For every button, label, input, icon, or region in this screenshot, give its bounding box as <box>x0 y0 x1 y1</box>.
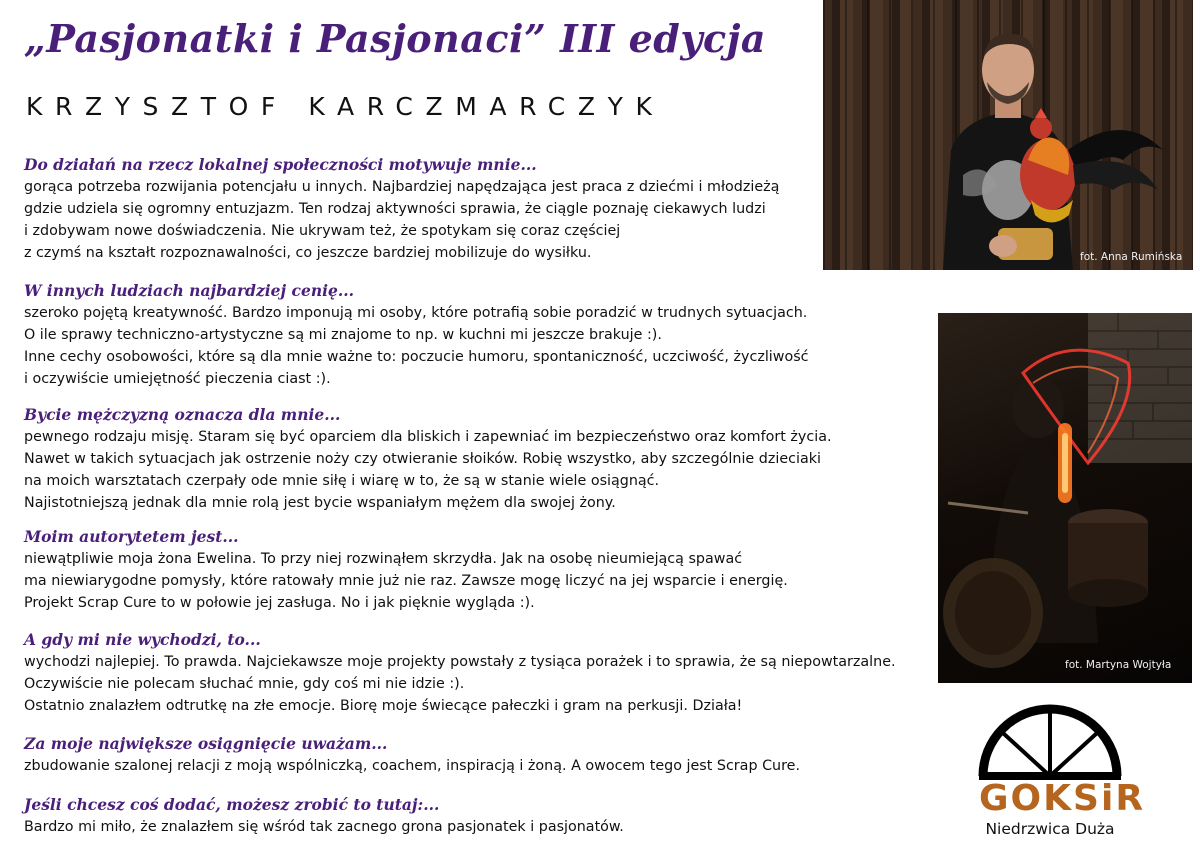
section-line: Projekt Scrap Cure to w połowie jej zasługa. No i jak pięknie wygląda :). <box>24 595 535 611</box>
logo-arch-icon <box>975 700 1125 780</box>
section-heading: Moim autorytetem jest... <box>24 527 239 546</box>
portrait-illustration <box>823 0 1193 270</box>
section-line: na moich warsztatach czerpały ode mnie siłę i wiarę w to, że są w stanie wiele osiągnąć. <box>24 473 660 489</box>
section-motivation <box>24 154 954 264</box>
section-line: pewnego rodzaju misję. Staram się być oparciem dla bliskich i zapewniać im bezpieczeństwo oraz komfort życia. <box>24 429 832 445</box>
page-title: „Pasjonatki i Pasjonaci” III edycja <box>24 16 766 61</box>
section-line: szeroko pojętą kreatywność. Bardzo imponują mi osoby, które potrafią sobie poradzić w trudnych sytuacjach. <box>24 305 808 321</box>
section-heading: Za moje największe osiągnięcie uważam... <box>24 734 388 753</box>
drums-photo-credit: fot. Martyna Wojtyła <box>1065 659 1172 671</box>
section-line: i oczywiście umiejętność pieczenia ciast :). <box>24 371 331 387</box>
section-heading: Bycie mężczyzną oznacza dla mnie... <box>24 405 341 424</box>
section-heading: Do działań na rzecz lokalnej społeczności motywuje mnie... <box>24 155 537 174</box>
section-line: z czymś na kształt rozpoznawalności, co jeszcze bardziej mobilizuje do wysiłku. <box>24 245 592 261</box>
section-achievement <box>24 733 954 777</box>
section-line: gdzie udziela się ogromny entuzjazm. Ten rodzaj aktywności sprawia, że ciągle poznaję ciekawych ludzi <box>24 201 766 217</box>
section-line: O ile sprawy techniczno-artystyczne są mi znajome to np. w kuchni mi jeszcze brakuje :). <box>24 327 662 343</box>
logo-subtitle: Niedrzwica Duża <box>985 820 1115 838</box>
section-line: wychodzi najlepiej. To prawda. Najciekawsze moje projekty powstały z tysiąca porażek i to sprawia, że są niepowtarzalne. <box>24 654 896 670</box>
section-values <box>24 280 954 390</box>
section-heading: W innych ludziach najbardziej cenię... <box>24 281 355 300</box>
portrait-photo <box>823 0 1193 270</box>
section-heading: Jeśli chcesz coś dodać, możesz zrobić to tutaj:... <box>24 795 440 814</box>
section-line: gorąca potrzeba rozwijania potencjału u innych. Najbardziej napędzająca jest praca z dziećmi i młodzieżą <box>24 179 780 195</box>
section-addition <box>24 794 954 838</box>
section-line: Najistotniejszą jednak dla mnie rolą jest bycie wspaniałym mężem dla swojej żony. <box>24 495 616 511</box>
section-line: zbudowanie szalonej relacji z moją wspólniczką, coachem, inspiracją i żoną. A owocem tego jest Scrap Cure. <box>24 758 801 774</box>
section-failure <box>24 629 954 717</box>
section-line: Bardzo mi miło, że znalazłem się wśród tak zacnego grona pasjonatek i pasjonatów. <box>24 819 624 835</box>
section-line: ma niewiarygodne pomysły, które ratowały mnie już nie raz. Zawsze mogę liczyć na jej wsparcie i energię. <box>24 573 788 589</box>
section-line: Oczywiście nie polecam słuchać mnie, gdy coś mi nie idzie :). <box>24 676 465 692</box>
section-line: niewątpliwie moja żona Ewelina. To przy niej rozwinąłem skrzydła. Jak na osobę nieumiejącą spawać <box>24 551 743 567</box>
drums-photo <box>938 313 1192 683</box>
section-line: Nawet w takich sytuacjach jak ostrzenie noży czy otwieranie słoików. Robię wszystko, aby szczególnie dzieciaki <box>24 451 821 467</box>
section-heading: A gdy mi nie wychodzi, to... <box>24 630 261 649</box>
section-line: Ostatnio znalazłem odtrutkę na złe emocje. Biorę moje świecące pałeczki i gram na perkusji. Działa! <box>24 698 743 714</box>
section-line: i zdobywam nowe doświadczenia. Nie ukrywam też, że spotykam się coraz częściej <box>24 223 621 239</box>
section-authority <box>24 526 954 614</box>
goksir-logo <box>975 700 1146 845</box>
section-manhood <box>24 404 954 514</box>
person-name: KRZYSZTOF KARCZMARCZYK <box>26 92 665 121</box>
logo-wordmark: GOKSiR <box>979 778 1146 819</box>
portrait-photo-credit: fot. Anna Rumińska <box>1080 251 1183 263</box>
section-line: Inne cechy osobowości, które są dla mnie ważne to: poczucie humoru, spontaniczność, uczciwość, życzliwość <box>24 349 809 365</box>
drums-illustration <box>938 313 1192 683</box>
